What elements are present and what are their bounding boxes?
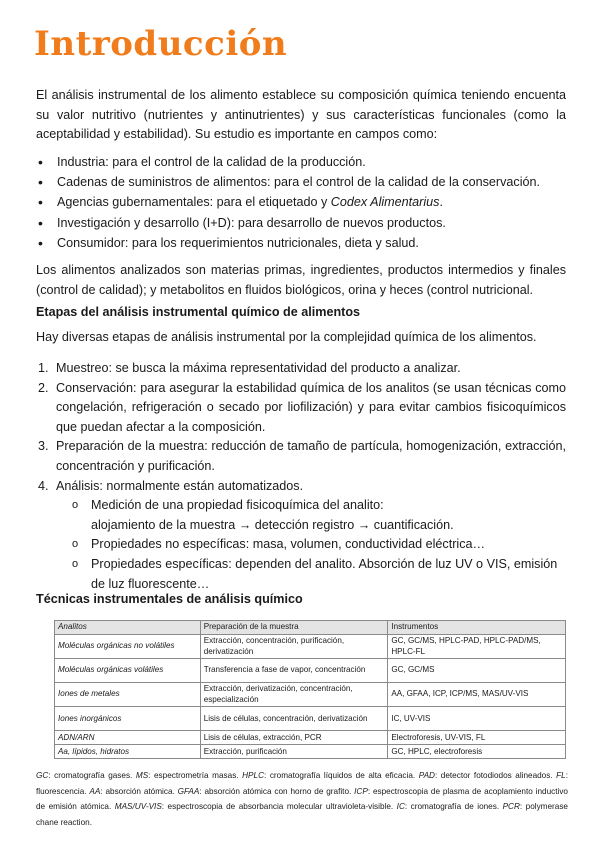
abbr: MAS/UV-VIS: [114, 802, 162, 812]
sub-item-text: Medición de una propiedad fisicoquímica del analito:: [91, 498, 384, 513]
step-text: Preparación de la muestra: reducción de tamaño de partícula, homogenización, extracción, concentración y purificación.: [56, 439, 566, 473]
abbr: AA: [89, 786, 101, 796]
abbr-desc: : absorción atómica con horno de grafito.: [199, 786, 355, 796]
sub-item-text: alojamiento de la muestra → detección registro → cuantificación.: [91, 517, 454, 532]
table-cell: ADN/ARN: [55, 731, 201, 745]
abbr: HPLC: [242, 771, 264, 780]
abbr-desc: : cromatografía de iones.: [404, 802, 503, 812]
abbr-desc: : absorción atómica.: [100, 786, 178, 796]
abbr-desc: : detector fotodiodos alineados.: [434, 771, 557, 780]
list-item: [36, 359, 566, 379]
abbr-desc: : espectroscopia de absorbancia molecular ultravioleta-visible.: [161, 802, 397, 812]
abbr: GC: [36, 771, 49, 780]
column-header: Instrumentos: [388, 621, 566, 635]
table-cell: GC, HPLC, electroforesis: [388, 745, 566, 759]
stages-list: [36, 359, 566, 594]
table-cell: Iones de metales: [55, 683, 201, 707]
table-cell: Transferencia a fase de vapor, concentración: [200, 659, 388, 683]
table-cell: GC, GC/MS, HPLC-PAD, HPLC-PAD/MS, HPLC-FL: [388, 635, 566, 659]
table-row: [55, 659, 566, 683]
list-item: • Consumidor: para los requerimientos nutricionales, dieta y salud.: [36, 233, 576, 253]
table-cell: Electroforesis, UV-VIS, FL: [388, 731, 566, 745]
abbr: IC: [396, 802, 405, 812]
table-row: [55, 635, 566, 659]
techniques-heading: Técnicas instrumentales de análisis químico: [36, 592, 303, 606]
abbr-desc: : cromatografía líquidos de alta eficacia.: [263, 771, 419, 780]
list-item-end: .: [439, 195, 443, 210]
table-cell: GC, GC/MS: [388, 659, 566, 683]
analysis-sublist: [68, 496, 566, 594]
step-text: Conservación: para asegurar la estabilidad química de los analitos (se usan técnicas como congelación, refrigeración o secado por liofilización) y para evitar cambios fisicoquímicos que puedan afectar a la composición.: [56, 380, 566, 434]
abbr-desc: : espectroscopia de plasma de acoplamiento inductivo de emisión atómica.: [36, 786, 568, 812]
fields-list: [36, 152, 576, 253]
list-item: • Investigación y desarrollo (I+D): para desarrollo de nuevos productos.: [36, 213, 576, 233]
table-cell: Lisis de células, extracción, PCR: [200, 731, 388, 745]
list-item: [36, 477, 566, 595]
stages-intro: Hay diversas etapas de análisis instrumental por la complejidad química de los alimentos.: [36, 330, 537, 344]
table-cell: Moléculas orgánicas no volátiles: [55, 635, 201, 659]
abbr-desc: : espectrometría masas.: [148, 771, 243, 780]
abbr: PCR: [502, 802, 520, 812]
table-header-row: [55, 621, 566, 635]
table-cell: Extracción, purificación: [200, 745, 388, 759]
abbr: FL: [556, 771, 566, 780]
table-cell: Moléculas orgánicas volátiles: [55, 659, 201, 683]
list-item: [36, 192, 576, 212]
list-item: • Industria: para el control de la calidad de la producción.: [36, 152, 576, 172]
stages-heading: Etapas del análisis instrumental químico de alimentos: [36, 305, 361, 319]
sub-list-item: o Propiedades específicas: dependen del analito. Absorción de luz UV o VIS, emisión de luz fluorescente…: [68, 555, 566, 594]
step-number: 1.: [38, 361, 49, 375]
table-cell: IC, UV-VIS: [388, 707, 566, 731]
column-header: Preparación de la muestra: [200, 621, 388, 635]
table-cell: Iones inorgánicos: [55, 707, 201, 731]
table-cell: Aa, lípidos, hidratos: [55, 745, 201, 759]
step-number: 4.: [38, 478, 49, 493]
table-footnote: [36, 768, 568, 830]
table-row: [55, 683, 566, 707]
table-cell: Extracción, concentración, purificación, derivatización: [200, 635, 388, 659]
abbr: MS: [135, 771, 149, 780]
table-row: [55, 745, 566, 759]
techniques-table: [54, 620, 566, 759]
table-row: [55, 707, 566, 731]
table-row: [55, 731, 566, 745]
intro-paragraph: El análisis instrumental de los alimento establece su composición química teniendo encuenta su valor nutritivo (nutrientes y antinutrientes) y sus características funcionales (como la aceptabilidad y estabilidad). Su estudio es importante en campos como:: [36, 88, 566, 141]
table-cell: Lisis de células, concentración, derivatización: [200, 707, 388, 731]
abbr: PAD: [418, 771, 435, 780]
step-text: Análisis: normalmente están automatizados.: [56, 478, 304, 493]
page-title: Introducción: [34, 24, 288, 64]
abbr-desc: : polymerase chane reaction.: [36, 802, 568, 827]
step-number: 2.: [38, 380, 49, 395]
step-text: Muestreo: se busca la máxima representatividad del producto a analizar.: [56, 361, 461, 375]
list-item-text: Agencias gubernamentales: para el etiquetado y: [57, 195, 331, 210]
list-item: [36, 437, 566, 476]
sub-list-item: o Propiedades no específicas: masa, volumen, conductividad eléctrica…: [68, 535, 566, 555]
table-cell: Extracción, derivatización, concentración, especialización: [200, 683, 388, 707]
abbr-desc: : cromatografía gases.: [48, 771, 136, 780]
list-item: [36, 379, 566, 438]
step-number: 3.: [38, 439, 49, 454]
column-header: Analitos: [55, 621, 201, 635]
abbr-desc: : fluorescencia.: [36, 771, 569, 796]
list-item: • Cadenas de suministros de alimentos: para el control de la calidad de la conservación.: [36, 172, 576, 192]
abbr: ICP: [354, 786, 368, 796]
table-cell: AA, GFAA, ICP, ICP/MS, MAS/UV-VIS: [388, 683, 566, 707]
abbr: GFAA: [177, 786, 200, 796]
foods-paragraph: Los alimentos analizados son materias primas, ingredientes, productos intermedios y finales (control de calidad); y metabolitos en fluidos biológicos, orina y heces (control nutricional.: [36, 263, 566, 297]
sub-list-item: [68, 496, 566, 535]
codex-term: Codex Alimentarius: [330, 195, 440, 210]
